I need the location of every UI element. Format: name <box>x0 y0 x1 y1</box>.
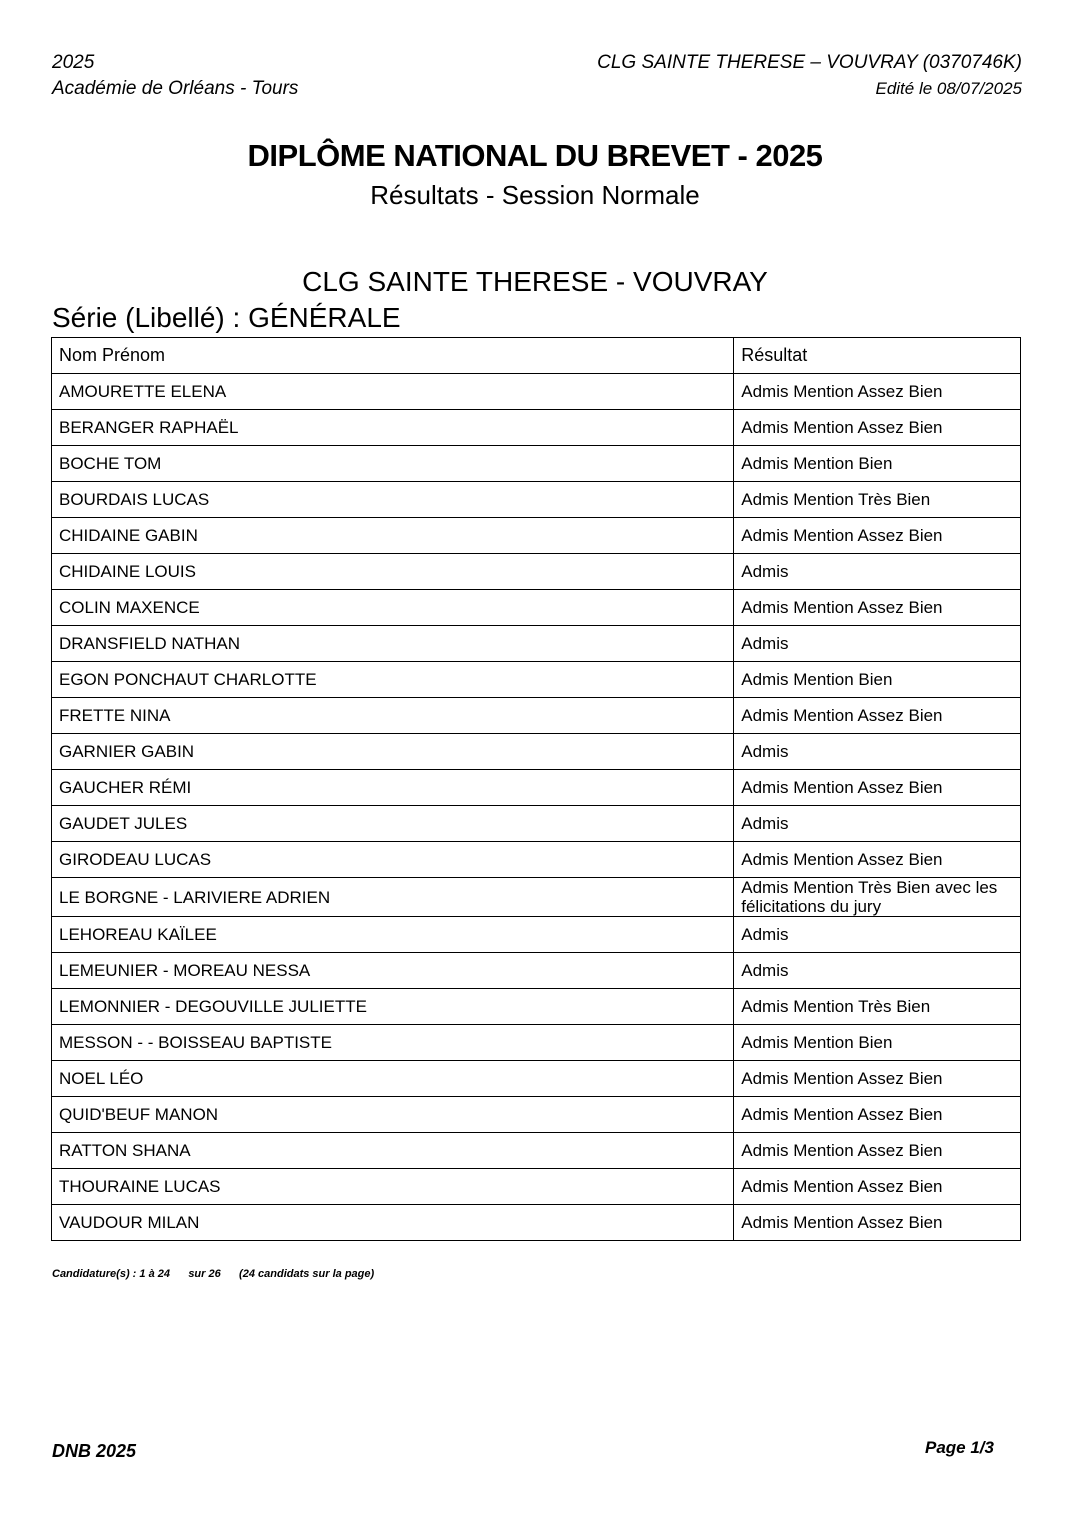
header-school-code: CLG SAINTE THERESE – VOUVRAY (0370746K) <box>597 52 1022 73</box>
candidate-name: BOCHE TOM <box>52 446 734 482</box>
candidate-name: NOEL LÉO <box>52 1061 734 1097</box>
candidate-name: GAUCHER RÉMI <box>52 770 734 806</box>
candidate-result: Admis Mention Assez Bien <box>734 1169 1021 1205</box>
candidate-name: CHIDAINE LOUIS <box>52 554 734 590</box>
page-number: Page 1/3 <box>925 1438 994 1457</box>
table-row <box>52 842 1021 878</box>
candidate-result: Admis Mention Très Bien avec les félicitations du jury <box>734 878 1021 917</box>
table-row <box>52 1169 1021 1205</box>
table-row <box>52 374 1021 410</box>
table-row <box>52 554 1021 590</box>
candidate-result: Admis Mention Assez Bien <box>734 1133 1021 1169</box>
table-row <box>52 482 1021 518</box>
table-row <box>52 1133 1021 1169</box>
candidate-name: VAUDOUR MILAN <box>52 1205 734 1241</box>
table-row <box>52 770 1021 806</box>
candidate-result: Admis Mention Bien <box>734 446 1021 482</box>
table-row <box>52 410 1021 446</box>
candidate-result: Admis Mention Assez Bien <box>734 842 1021 878</box>
table-row <box>52 734 1021 770</box>
table-row <box>52 917 1021 953</box>
candidate-name: AMOURETTE ELENA <box>52 374 734 410</box>
candidate-name: CHIDAINE GABIN <box>52 518 734 554</box>
table-row <box>52 953 1021 989</box>
table-row <box>52 878 1021 917</box>
candidate-result: Admis Mention Très Bien <box>734 482 1021 518</box>
table-row <box>52 1097 1021 1133</box>
footer-label: DNB 2025 <box>52 1441 137 1461</box>
table-row <box>52 806 1021 842</box>
candidate-name: THOURAINE LUCAS <box>52 1169 734 1205</box>
candidate-name: EGON PONCHAUT CHARLOTTE <box>52 662 734 698</box>
table-row <box>52 698 1021 734</box>
candidate-name: FRETTE NINA <box>52 698 734 734</box>
candidate-result: Admis Mention Assez Bien <box>734 374 1021 410</box>
candidate-name: GIRODEAU LUCAS <box>52 842 734 878</box>
header-academy: Académie de Orléans - Tours <box>52 78 299 99</box>
candidate-result: Admis Mention Assez Bien <box>734 1205 1021 1241</box>
page-subtitle: Résultats - Session Normale <box>370 180 700 210</box>
header-year: 2025 <box>52 52 95 73</box>
candidate-result: Admis <box>734 806 1021 842</box>
candidate-name: BOURDAIS LUCAS <box>52 482 734 518</box>
candidate-result: Admis <box>734 953 1021 989</box>
header-edit-date: Edité le 08/07/2025 <box>875 79 1022 98</box>
candidate-name: GARNIER GABIN <box>52 734 734 770</box>
column-header-result: Résultat <box>734 338 1021 374</box>
candidate-name: MESSON - - BOISSEAU BAPTISTE <box>52 1025 734 1061</box>
candidate-result: Admis Mention Bien <box>734 662 1021 698</box>
table-row <box>52 626 1021 662</box>
candidate-name: COLIN MAXENCE <box>52 590 734 626</box>
column-header-name: Nom Prénom <box>52 338 734 374</box>
candidate-result: Admis Mention Assez Bien <box>734 590 1021 626</box>
candidate-result: Admis Mention Assez Bien <box>734 770 1021 806</box>
table-row <box>52 446 1021 482</box>
serie-label: Série (Libellé) : GÉNÉRALE <box>52 302 401 333</box>
candidate-name: LE BORGNE - LARIVIERE ADRIEN <box>52 878 734 917</box>
candidate-name: LEMONNIER - DEGOUVILLE JULIETTE <box>52 989 734 1025</box>
candidate-result: Admis <box>734 734 1021 770</box>
candidate-name: DRANSFIELD NATHAN <box>52 626 734 662</box>
page-title: DIPLÔME NATIONAL DU BREVET - 2025 <box>247 138 823 173</box>
table-row <box>52 1205 1021 1241</box>
table-row <box>52 590 1021 626</box>
candidate-result: Admis Mention Assez Bien <box>734 698 1021 734</box>
candidate-name: RATTON SHANA <box>52 1133 734 1169</box>
candidate-result: Admis <box>734 554 1021 590</box>
candidate-result: Admis Mention Assez Bien <box>734 1097 1021 1133</box>
school-name: CLG SAINTE THERESE - VOUVRAY <box>302 266 768 297</box>
results-table <box>51 337 1021 1241</box>
candidate-result: Admis Mention Bien <box>734 1025 1021 1061</box>
table-row <box>52 518 1021 554</box>
candidate-result: Admis Mention Assez Bien <box>734 518 1021 554</box>
candidate-result: Admis Mention Très Bien <box>734 989 1021 1025</box>
candidate-result: Admis <box>734 626 1021 662</box>
table-header-row <box>52 338 1021 374</box>
candidates-summary: Candidature(s) : 1 à 24 sur 26 (24 candidats sur la page) <box>52 1268 375 1280</box>
candidate-name: BERANGER RAPHAËL <box>52 410 734 446</box>
candidate-name: LEMEUNIER - MOREAU NESSA <box>52 953 734 989</box>
candidate-result: Admis Mention Assez Bien <box>734 410 1021 446</box>
table-row <box>52 1025 1021 1061</box>
candidate-result: Admis <box>734 917 1021 953</box>
candidate-name: LEHOREAU KAÏLEE <box>52 917 734 953</box>
header-right <box>597 50 1022 102</box>
table-row <box>52 662 1021 698</box>
table-row <box>52 1061 1021 1097</box>
table-row <box>52 989 1021 1025</box>
header-left <box>52 50 298 102</box>
candidate-name: QUID'BEUF MANON <box>52 1097 734 1133</box>
candidate-result: Admis Mention Assez Bien <box>734 1061 1021 1097</box>
candidate-name: GAUDET JULES <box>52 806 734 842</box>
